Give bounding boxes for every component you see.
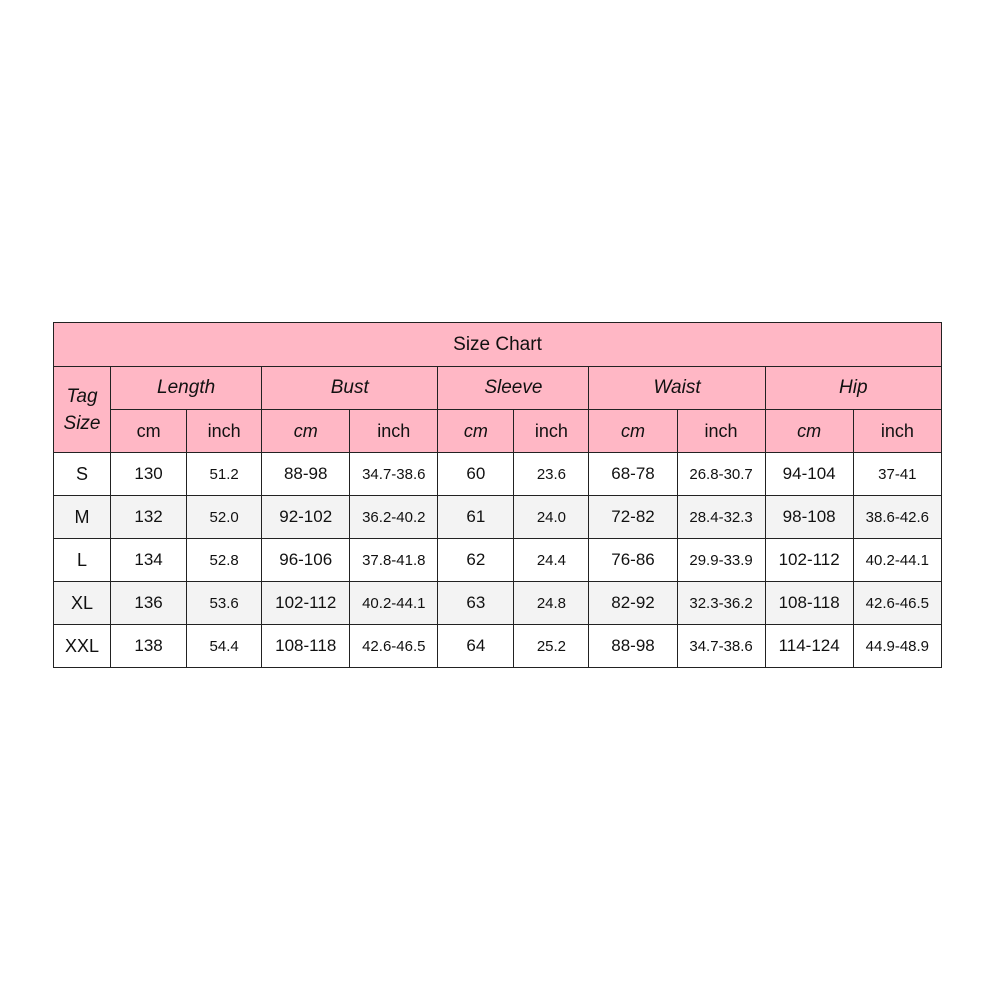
table-row-l bbox=[54, 539, 942, 582]
cell-waist-cm: 82-92 bbox=[589, 582, 677, 625]
cell-sleeve-cm: 64 bbox=[438, 625, 514, 668]
cell-sleeve-cm: 63 bbox=[438, 582, 514, 625]
table-row-s bbox=[54, 453, 942, 496]
unit-header-waist-inch: inch bbox=[677, 410, 765, 453]
unit-header-sleeve-inch: inch bbox=[514, 410, 589, 453]
size-chart-table bbox=[53, 322, 942, 668]
cell-sleeve-inch: 23.6 bbox=[514, 453, 589, 496]
cell-tag-size: M bbox=[54, 496, 111, 539]
cell-sleeve-cm: 62 bbox=[438, 539, 514, 582]
cell-length-cm: 130 bbox=[111, 453, 187, 496]
cell-hip-cm: 102-112 bbox=[765, 539, 853, 582]
cell-length-inch: 51.2 bbox=[187, 453, 262, 496]
cell-bust-inch: 40.2-44.1 bbox=[350, 582, 438, 625]
cell-hip-cm: 98-108 bbox=[765, 496, 853, 539]
tag-size-header-line1: Tag bbox=[66, 385, 98, 407]
cell-bust-inch: 34.7-38.6 bbox=[350, 453, 438, 496]
cell-length-inch: 52.8 bbox=[187, 539, 262, 582]
cell-waist-inch: 28.4-32.3 bbox=[677, 496, 765, 539]
cell-waist-inch: 34.7-38.6 bbox=[677, 625, 765, 668]
table-row-xxl bbox=[54, 625, 942, 668]
cell-waist-inch: 32.3-36.2 bbox=[677, 582, 765, 625]
cell-sleeve-cm: 61 bbox=[438, 496, 514, 539]
cell-hip-inch: 44.9-48.9 bbox=[853, 625, 941, 668]
cell-bust-cm: 88-98 bbox=[262, 453, 350, 496]
cell-length-inch: 52.0 bbox=[187, 496, 262, 539]
cell-length-cm: 138 bbox=[111, 625, 187, 668]
cell-bust-cm: 108-118 bbox=[262, 625, 350, 668]
unit-header-hip-inch: inch bbox=[853, 410, 941, 453]
cell-tag-size: XXL bbox=[54, 625, 111, 668]
group-header-bust: Bust bbox=[262, 367, 438, 410]
cell-length-cm: 136 bbox=[111, 582, 187, 625]
tag-size-header-line2: Size bbox=[63, 412, 101, 434]
cell-hip-cm: 114-124 bbox=[765, 625, 853, 668]
cell-hip-cm: 108-118 bbox=[765, 582, 853, 625]
cell-hip-inch: 42.6-46.5 bbox=[853, 582, 941, 625]
cell-hip-cm: 94-104 bbox=[765, 453, 853, 496]
cell-bust-inch: 36.2-40.2 bbox=[350, 496, 438, 539]
cell-length-inch: 54.4 bbox=[187, 625, 262, 668]
cell-hip-inch: 37-41 bbox=[853, 453, 941, 496]
cell-sleeve-inch: 24.4 bbox=[514, 539, 589, 582]
unit-header-sleeve-cm: cm bbox=[438, 410, 514, 453]
cell-waist-cm: 68-78 bbox=[589, 453, 677, 496]
cell-waist-cm: 88-98 bbox=[589, 625, 677, 668]
group-header-hip: Hip bbox=[765, 367, 941, 410]
cell-bust-inch: 42.6-46.5 bbox=[350, 625, 438, 668]
tag-size-header bbox=[54, 367, 111, 453]
cell-sleeve-inch: 24.0 bbox=[514, 496, 589, 539]
unit-header-length-inch: inch bbox=[187, 410, 262, 453]
cell-tag-size: S bbox=[54, 453, 111, 496]
table-row-xl bbox=[54, 582, 942, 625]
unit-header-length-cm: cm bbox=[111, 410, 187, 453]
cell-length-cm: 134 bbox=[111, 539, 187, 582]
cell-waist-cm: 76-86 bbox=[589, 539, 677, 582]
group-header-sleeve: Sleeve bbox=[438, 367, 589, 410]
cell-bust-cm: 102-112 bbox=[262, 582, 350, 625]
cell-tag-size: L bbox=[54, 539, 111, 582]
cell-bust-cm: 92-102 bbox=[262, 496, 350, 539]
cell-bust-inch: 37.8-41.8 bbox=[350, 539, 438, 582]
cell-tag-size: XL bbox=[54, 582, 111, 625]
cell-waist-inch: 26.8-30.7 bbox=[677, 453, 765, 496]
group-header-length: Length bbox=[111, 367, 262, 410]
unit-header-bust-inch: inch bbox=[350, 410, 438, 453]
table-row-m bbox=[54, 496, 942, 539]
cell-length-cm: 132 bbox=[111, 496, 187, 539]
group-header-waist: Waist bbox=[589, 367, 765, 410]
cell-sleeve-inch: 25.2 bbox=[514, 625, 589, 668]
cell-length-inch: 53.6 bbox=[187, 582, 262, 625]
cell-waist-inch: 29.9-33.9 bbox=[677, 539, 765, 582]
cell-hip-inch: 40.2-44.1 bbox=[853, 539, 941, 582]
cell-bust-cm: 96-106 bbox=[262, 539, 350, 582]
unit-header-waist-cm: cm bbox=[589, 410, 677, 453]
cell-sleeve-cm: 60 bbox=[438, 453, 514, 496]
cell-hip-inch: 38.6-42.6 bbox=[853, 496, 941, 539]
unit-header-bust-cm: cm bbox=[262, 410, 350, 453]
unit-header-hip-cm: cm bbox=[765, 410, 853, 453]
cell-sleeve-inch: 24.8 bbox=[514, 582, 589, 625]
table-title: Size Chart bbox=[54, 323, 942, 367]
cell-waist-cm: 72-82 bbox=[589, 496, 677, 539]
